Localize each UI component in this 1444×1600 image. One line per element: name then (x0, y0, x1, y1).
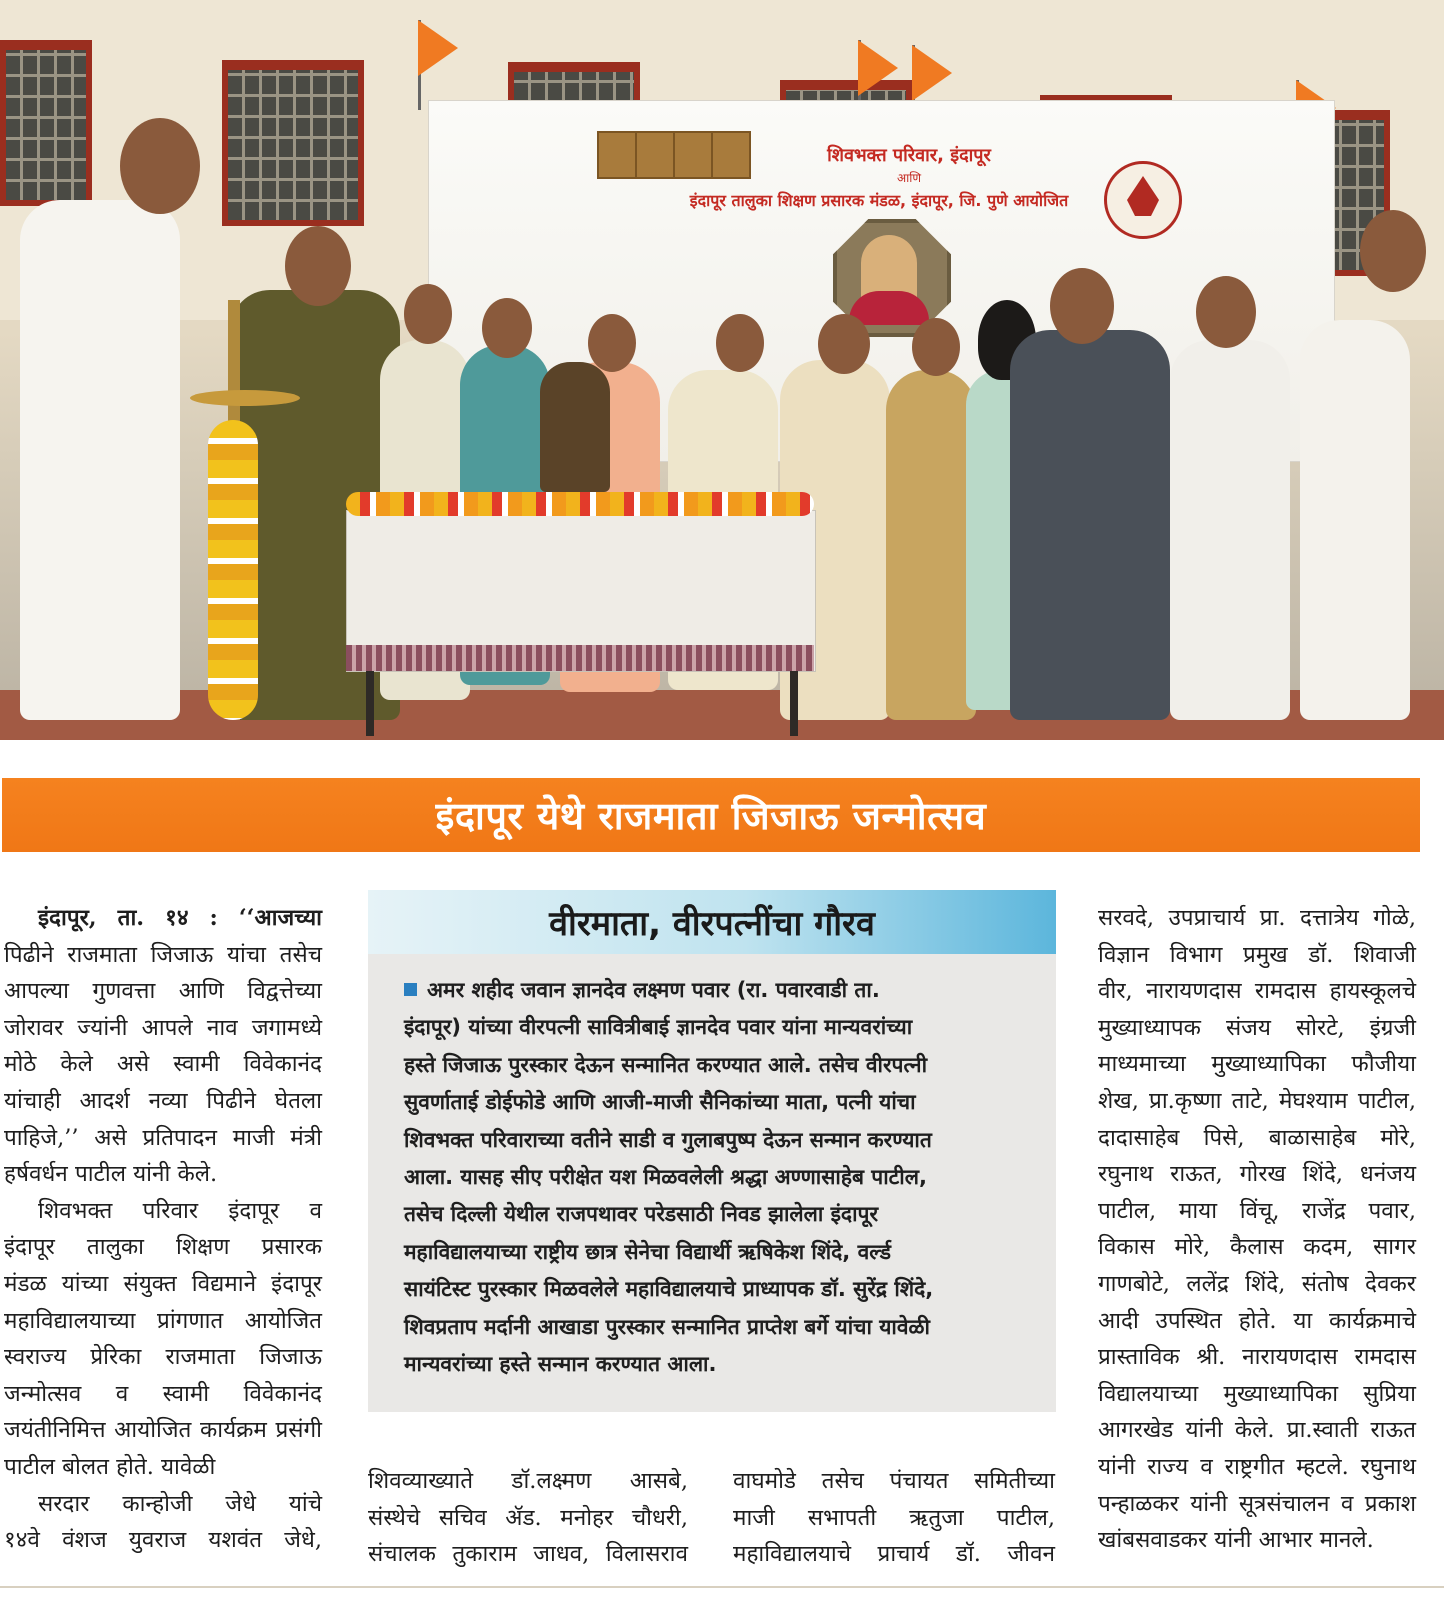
text-line: पाटील बोलत होते. यावेळी (4, 1453, 216, 1480)
box-body (404, 972, 1032, 1383)
box-text-line: अमर शहीद जवान ज्ञानदेव लक्ष्मण पवार (रा. पवारवाडी ता. (427, 978, 880, 1002)
headline-bar (2, 778, 1420, 852)
marigold-garland (346, 492, 814, 516)
person-white-kurta (20, 200, 180, 720)
text-line: माध्यमाच्या मुख्याध्यापिका फौजीया (1098, 1051, 1416, 1078)
text-line: जयंतीनिमित्त आयोजित कार्यक्रम प्रसंगी (4, 1417, 322, 1444)
text-line: संचालक तुकाराम जाधव, विलासराव (368, 1541, 688, 1568)
person-head (588, 314, 636, 372)
text-line: हर्षवर्धन पाटील यांनी केले. (4, 1161, 218, 1188)
table-cloth-border (346, 645, 814, 671)
box-text-line: इंदापूर) यांच्या वीरपत्नी सावित्रीबाई ज्ञानदेव पवार यांना मान्यवरांच्या (404, 1015, 913, 1040)
box-text-line: हस्ते जिजाऊ पुरस्कार देऊन सन्मानित करण्यात आले. तसेच वीरपत्नी (404, 1052, 928, 1077)
box-title-bar (368, 890, 1056, 954)
text-line: सरवदे, उपप्राचार्य प्रा. दत्तात्रेय गोळे, (1098, 905, 1416, 931)
saffron-flag (418, 20, 458, 76)
portrait-saree (849, 291, 929, 325)
text-line: संस्थेचे सचिव ॲड. मनोहर चौधरी, (368, 1504, 688, 1531)
saffron-flag (858, 40, 898, 96)
text-line: १४वे वंशज युवराज यशवंत जेधे, (4, 1527, 322, 1554)
text-line: पिढीने राजमाता जिजाऊ यांचा तसेच (4, 941, 322, 968)
text-line: विद्यालयाच्या मुख्याध्यापिका सुप्रिया (1098, 1380, 1416, 1407)
text-line: शिवभक्त परिवार इंदापूर व (38, 1197, 322, 1224)
person-grey-jacket (1010, 330, 1170, 720)
person-head (285, 226, 351, 306)
text-line: शेख, प्रा.कृष्णा ताटे, मेघश्याम पाटील, (1098, 1087, 1416, 1114)
person-head (912, 318, 960, 376)
page-bottom-rule (0, 1586, 1444, 1588)
portrait-thumbnail (597, 131, 637, 179)
article-column-left (4, 900, 322, 1559)
banner-organizer-2: इंदापूर तालुका शिक्षण प्रसारक मंडळ, इंदापूर, जि. पुणे आयोजित (689, 191, 1069, 210)
box-title: वीरमाता, वीरपत्नींचा गौरव (549, 904, 875, 944)
text-line: विकास मोरे, कैलास कदम, सागर (1098, 1234, 1416, 1261)
article-column-right (1098, 900, 1416, 1559)
building-window (222, 60, 364, 226)
article-column-middle-2 (733, 1463, 1055, 1573)
box-text-line: तसेच दिल्ली येथील राजपथावर परेडसाठी निवड झालेला इंदापूर (404, 1202, 879, 1227)
square-bullet-icon (404, 983, 417, 996)
text-line: रघुनाथ राऊत, गोरख शिंदे, धनंजय (1098, 1161, 1416, 1188)
box-text-line: महाविद्यालयाच्या राष्ट्रीय छात्र सेनेचा विद्यार्थी ऋषिकेश शिंदे, वर्ल्ड (404, 1239, 891, 1264)
person-white-kurta (1300, 320, 1410, 720)
box-text-line: शिवप्रताप मर्दानी आखाडा पुरस्कार सन्मानित प्राप्तेश बर्गे यांचा यावेळी (404, 1314, 930, 1339)
article-column-middle-1 (368, 1463, 688, 1573)
text-line: यांनी राज्य व राष्ट्रगीत म्हटले. रघुनाथ (1098, 1453, 1416, 1480)
text-line: विज्ञान विभाग प्रमुख डॉ. शिवाजी (1098, 941, 1416, 968)
building-window (0, 40, 92, 206)
person-head (1360, 210, 1426, 292)
text-line: इंदापूर, ता. १४ : ‘‘आजच्या (38, 905, 322, 931)
box-text-line: मान्यवरांच्या हस्ते सन्मान करण्यात आला. (404, 1352, 717, 1377)
person-saree (886, 370, 976, 720)
banner-organizer: शिवभक्त परिवार, इंदापूर (827, 145, 991, 166)
text-line: आदी उपस्थित होते. या कार्यक्रमाचे (1098, 1307, 1416, 1334)
text-line: मुख्याध्यापक संजय सोरटे, इंग्रजी (1098, 1014, 1416, 1041)
jijau-statue (540, 362, 610, 492)
text-line: इंदापूर तालुका शिक्षण प्रसारक (4, 1234, 322, 1261)
text-line: वाघमोडे तसेच पंचायत समितीच्या (733, 1468, 1055, 1494)
text-line: माजी सभापती ऋतुजा पाटील, (733, 1504, 1055, 1531)
text-line: प्रास्ताविक श्री. नारायणदास रामदास (1098, 1344, 1416, 1371)
flower-garland-on-lamp (208, 420, 258, 720)
banner-conjunction: आणि (896, 171, 922, 185)
table-leg (790, 671, 798, 736)
text-line: वीर, नारायणदास रामदास हायस्कूलचे (1098, 978, 1416, 1005)
shivaji-emblem-logo (1104, 161, 1182, 239)
text-line: आगरखेड यांनी केले. प्रा.स्वाती राऊत (1098, 1417, 1416, 1444)
text-line: गाणबोटे, ललेंद्र शिंदे, संतोष देवकर (1098, 1270, 1416, 1297)
box-text-line: शिवभक्त परिवाराच्या वतीने साडी व गुलाबपुष्प देऊन सन्मान करण्यात (404, 1127, 932, 1152)
text-line: जोरावर ज्यांनी आपले नाव जगामध्ये (4, 1014, 322, 1041)
person-head (120, 118, 200, 214)
article-headline: इंदापूर येथे राजमाता जिजाऊ जन्मोत्सव (435, 794, 987, 838)
text-line: सरदार कान्होजी जेधे यांचे (38, 1490, 322, 1517)
event-photo (0, 0, 1444, 740)
text-line: महाविद्यालयाचे प्राचार्य डॉ. जीवन (733, 1541, 1055, 1568)
person-white-shirt (1170, 340, 1290, 720)
text-line: खांबसवाडकर यांनी आभार मानले. (1098, 1527, 1374, 1554)
box-text-line: सुवर्णाताई डोईफोडे आणि आजी-माजी सैनिकांच्या माता, पत्नी यांचा (404, 1090, 916, 1115)
text-line: जन्मोत्सव व स्वामी विवेकानंद (4, 1380, 322, 1407)
saffron-flag (912, 45, 952, 101)
box-text-line: आला. यासह सीए परीक्षेत यश मिळवलेली श्रद्धा अण्णासाहेब पाटील, (404, 1165, 927, 1190)
person-head (716, 314, 764, 372)
person-head (1196, 276, 1256, 348)
text-line: पन्हाळकर यांनी सूत्रसंचालन व प्रकाश (1098, 1490, 1416, 1517)
text-line: आपल्या गुणवत्ता आणि विद्वत्तेच्या (4, 978, 322, 1005)
text-line: पाटील, माया विंचू, राजेंद्र पवार, (1098, 1197, 1416, 1224)
text-line: शिवव्याख्याते डॉ.लक्ष्मण आसबे, (368, 1468, 688, 1494)
text-line: मोठे केले असे स्वामी विवेकानंद (4, 1051, 322, 1078)
box-text-line: सायंटिस्ट पुरस्कार मिळवलेले महाविद्यालयाचे प्राध्यापक डॉ. सुरेंद्र शिंदे, (404, 1277, 934, 1302)
person-head (404, 284, 452, 344)
person-head (1050, 268, 1114, 344)
text-line: यांचाही आदर्श नव्या पिढीने घेतला (4, 1087, 322, 1114)
text-line: दादासाहेब पिसे, बाळासाहेब मोरे, (1098, 1124, 1416, 1151)
person-head (818, 314, 870, 374)
text-line: महाविद्यालयाच्या प्रांगणात आयोजित (4, 1307, 322, 1334)
person-head (482, 298, 532, 358)
table-leg (366, 671, 374, 736)
oil-lamp-plate (190, 390, 300, 406)
text-line: स्वराज्य प्रेरिका राजमाता जिजाऊ (4, 1344, 322, 1371)
text-line: पाहिजे,’’ असे प्रतिपादन माजी मंत्री (4, 1124, 322, 1151)
highlight-box (368, 890, 1056, 1412)
text-line: मंडळ यांच्या संयुक्त विद्यमाने इंदापूर (4, 1270, 322, 1297)
